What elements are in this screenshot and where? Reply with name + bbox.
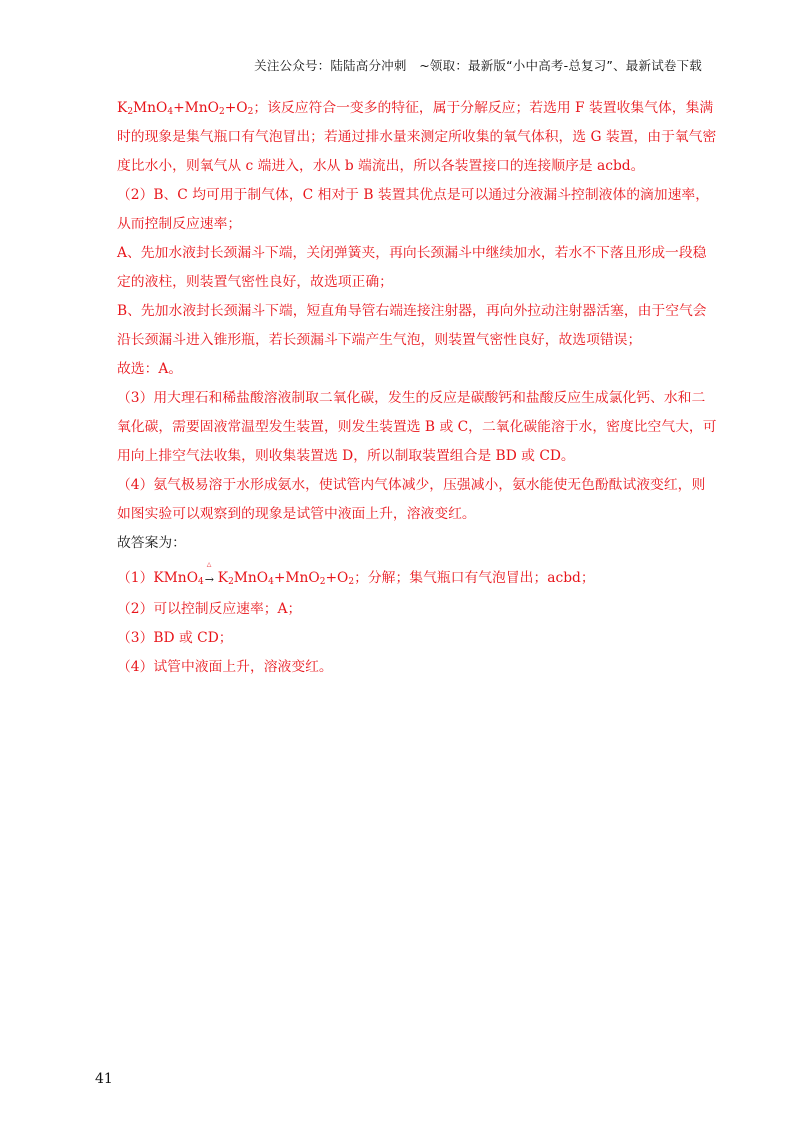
paragraph-option-a: A、先加水液封长颈漏斗下端，关闭弹簧夹，再向长颈漏斗中继续加水，若水不下落且形成一段稳定的液柱，则装置气密性良好，故选项正确； <box>117 245 707 290</box>
reaction-arrow <box>204 560 218 586</box>
answer-1-rest: ；分解；集气瓶口有气泡冒出；acbd； <box>354 570 595 586</box>
paragraph-option-b: B、先加水液封长颈漏斗下端，短直角导管右端连接注射器，再向外拉动注射器活塞，由于空气会沿长颈漏斗进入锥形瓶，若长颈漏斗下端产生气泡，则装置气密性良好，故选项错误； <box>117 303 707 348</box>
paragraph-decomposition <box>117 94 717 181</box>
subscript: 2 <box>247 107 254 117</box>
formula-o2: +O <box>224 100 248 116</box>
page-number: 41 <box>95 1071 113 1087</box>
answer-3: （3）BD 或 CD； <box>117 630 233 646</box>
answer-4: （4）试管中液面上升，溶液变红。 <box>117 659 333 675</box>
page-header: 关注公众号：陆陆高分冲刺 ~领取：最新版“小中高考-总复习”、最新试卷下载 <box>254 58 702 73</box>
paragraph-part-3: （3）用大理石和稀盐酸溶液制取二氧化碳，发生的反应是碳酸钙和盐酸反应生成氯化钙、水和二氧化碳，需要固液常温型发生装置，则发生装置选 B 或 C，二氧化碳能溶于水，密度比空气大，可用向上排空气法收集，则收集装置选 D，所以制取装置组合是 BD 或 CD。 <box>117 390 717 464</box>
formula-o2: +O <box>325 570 349 586</box>
formula-mno2: +MnO <box>173 100 219 116</box>
answer-1-prefix: （1）KMnO <box>117 570 199 586</box>
paragraph-choice: 故选：A。 <box>117 361 183 377</box>
paragraph-part-4: （4）氨气极易溶于水形成氨水，使试管内气体减少，压强减小，氨水能使无色酚酞试液变红，则如图实验可以观察到的现象是试管中液面上升，溶液变红。 <box>117 477 706 522</box>
formula-mno2: +MnO <box>273 570 320 586</box>
formula-mno: MnO <box>133 100 168 116</box>
paragraph-part-2: （2）B、C 均可用于制气体，C 相对于 B 装置其优点是可以通过分液漏斗控制液体的滴加速率，从而控制反应速率； <box>117 187 709 232</box>
heat-symbol: △ <box>206 560 212 568</box>
paragraph-text: ；该反应符合一变多的特征，属于分解反应；若选用 F 装置收集气体，集满时的现象是集气瓶口有气泡冒出；若通过排水量来测定所收集的氧气体积，选 G 装置，由于氧气密度比水小，则氧气从 c 端进入，水从 b 端流出，所以各装置接口的连接顺序是 acbd。 <box>117 100 717 174</box>
formula-k: K <box>117 100 128 116</box>
subscript: 4 <box>268 577 274 587</box>
subscript: 2 <box>348 577 355 587</box>
paragraph-answer-intro: 故答案为： <box>117 535 186 551</box>
subscript: 2 <box>219 107 225 117</box>
arrow-icon: → <box>204 572 214 586</box>
formula-k: K <box>217 570 229 586</box>
answer-content <box>117 94 717 682</box>
subscript: 4 <box>198 577 204 587</box>
formula-mno: MnO <box>233 570 269 586</box>
subscript: 2 <box>228 577 234 587</box>
answer-2: （2）可以控制反应速率；A； <box>117 601 302 617</box>
subscript: 2 <box>319 577 326 587</box>
answer-1 <box>117 560 717 593</box>
subscript: 2 <box>127 107 134 117</box>
subscript: 4 <box>167 107 174 117</box>
